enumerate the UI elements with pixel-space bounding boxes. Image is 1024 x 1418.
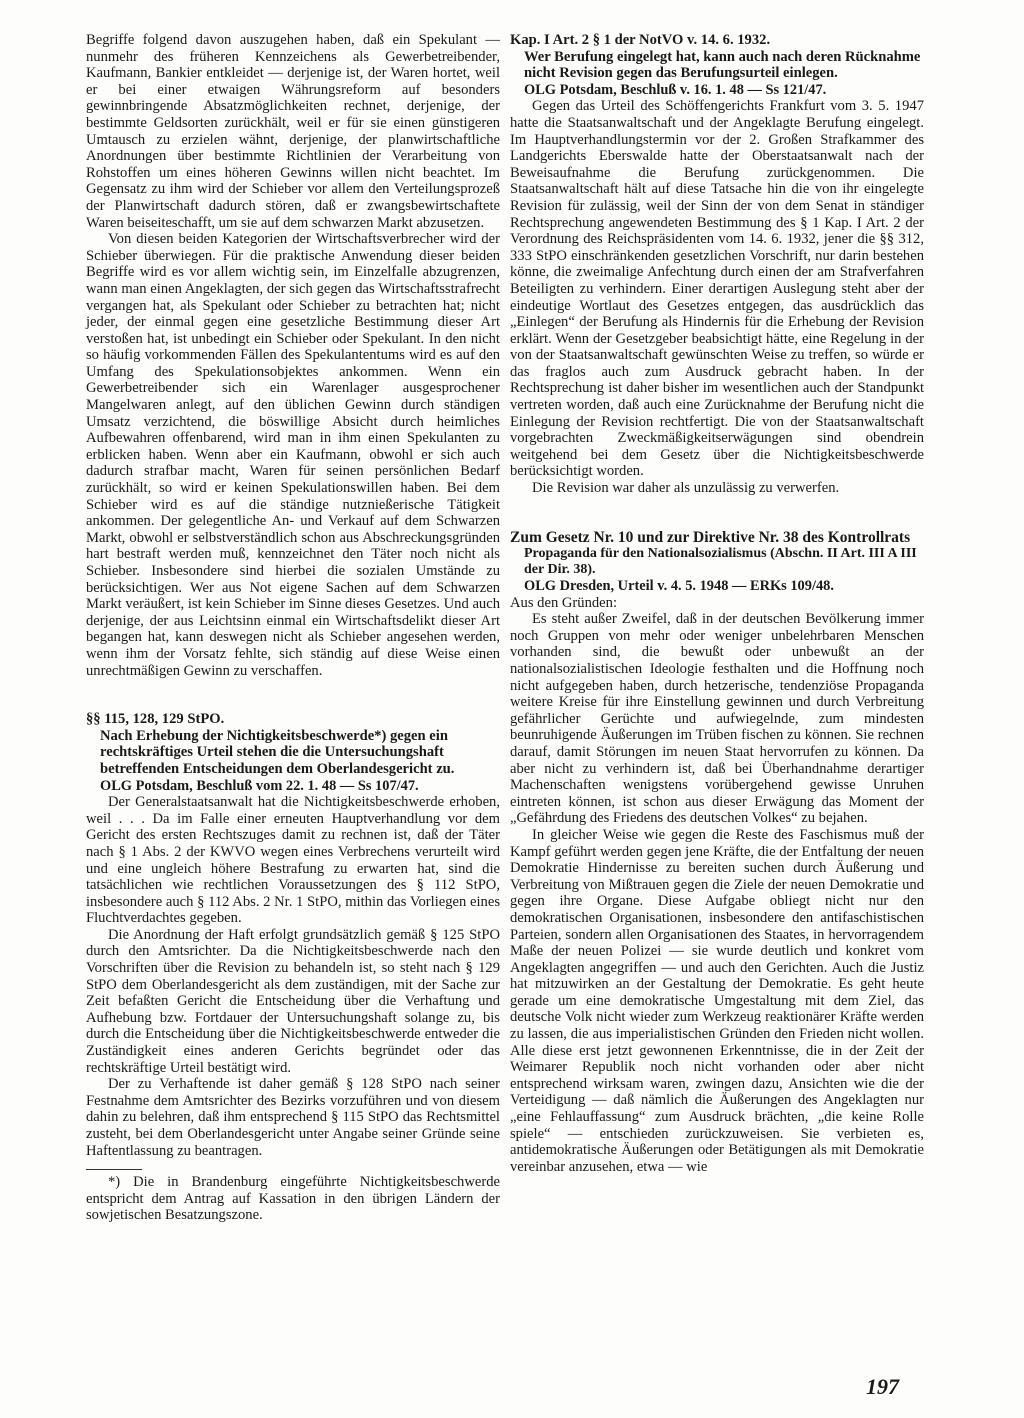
paragraph-verhaftende: Der zu Verhaftende ist daher gemäß § 128 StPO nach seiner Festnahme dem Amtsrichter des Bezirks vorzuführen und von diesem dahin zu belehren, daß ihm entsprechend § 115 StPO das Rechtsmittel zusteht, bei dem Oberlandesgericht unter Angabe seiner Gründe seine Haftentlassung zu beantragen. <box>86 1076 500 1159</box>
spacer <box>510 497 924 529</box>
case-headline-untersuchungshaft: Nach Erhebung der Nichtigkeitsbeschwerde*) gegen ein rechtskräftiges Urteil stehen die die Untersuchungshaft betreffenden Entscheidungen dem Oberlandesgericht zu. <box>100 727 455 777</box>
court-reference-dresden: OLG Dresden, Urteil v. 4. 5. 1948 — ERKs 109/48. <box>524 578 834 595</box>
case-ref-notvo: Kap. I Art. 2 § 1 der NotVO v. 14. 6. 1932. <box>510 32 771 48</box>
paragraph-schoeffengericht: Gegen das Urteil des Schöffengerichts Frankfurt vom 3. 5. 1947 hatte die Staatsanwaltschaft und der Angeklagte Berufung eingelegt. Im Hauptverhandlungstermin vor der 2. Großen Strafkammer des Landgerichts Eberswalde hatte der Oberstaatsanwalt nach der Beweisaufnahme die Berufung zurückgenommen. Die Staatsanwaltschaft hält auf diese Tatsache hin die von ihr eingelegte Revision für zulässig, weil der Sinn der von dem Senat in ständiger Rechtsprechung angewendeten Bestimmung des § 1 Kap. I Art. 2 der Verordnung des Reichspräsidenten vom 14. 6. 1932, jener die §§ 312, 333 StPO einschränkenden gesetzlichen Vorschrift, nur darin bestehen könne, die zweimalige Anfechtung durch einen der am Strafverfahren Beteiligten zu verhindern. Einer derartigen Auslegung steht aber der eindeutige Wortlaut des Gesetzes entgegen, das ausdrücklich das „Einlegen“ der Berufung als Hindernis für die Erhebung der Revision erklärt. Wenn der Gesetzgeber beabsichtigt hätte, eine Regelung in der von der Staatsanwaltschaft gewünschten Weise zu treffen, so würde er das fraglos auch zum Ausdruck gebracht haben. In der Rechtsprechung ist daher bisher im wesentlichen auch der Standpunkt vertreten worden, daß auch eine Zurücknahme der Berufung nicht die Einlegung der Revision rechtfertigt. Die von der Staatsanwaltschaft vorgebrachten Zweckmäßigkeitserwägungen sind obendrein weitgehend bei dem Gesetz über die Nichtigkeitsbeschwerde berücksichtigt worden. <box>510 98 924 480</box>
left-column <box>86 32 500 1224</box>
court-reference-potsdam-ss107: OLG Potsdam, Beschluß vom 22. 1. 48 — Ss 107/47. <box>100 777 419 794</box>
footnote-divider <box>86 1169 142 1170</box>
from-reasons-label: Aus den Gründen: <box>510 594 618 611</box>
paragraph-faschismus: In gleicher Weise wie gegen die Reste des Faschismus muß der Kampf geführt werden gegen jene Kräfte, die der Entfaltung der neuen Demokratie Hindernisse zu bereiten suchen durch Äußerung und Verbreitung von Mißtrauen gegen die Ziele der neuen Demokratie und gegen ihre Organe. Diese Aufgabe obliegt nicht nur den demokratischen Organisationen, insbesondere den antifaschistischen Parteien, sondern allen Organisationen des Staates, in hervorragendem Maße der neuen Polizei — sie wurde deutlich und konkret vom Angeklagten angegriffen — und auch den Gerichten. Auch die Justiz hat mitzuwirken an der Gestaltung der Demokratie. Es geht heute gerade um eine demokratische Umgestaltung mit dem Ziel, das deutsche Volk nicht wieder zum Werkzeug reaktionärer Kräfte werden zu lassen, die aus imperialistischen Gründen den Frieden nicht wollen. Alle diese erst jetzt gewonnenen Erkenntnisse, die in der Zeit der Weimarer Republik noch nicht vorhanden oder aber nicht entsprechend wirksam waren, zwingen dazu, Ansichten wie die der Verteidigung — daß nämlich die Äußerungen des Angeklagten nur „eine Fehlauffassung“ zum Ausdruck brächten, „die keine Rolle spiele“ — entschieden zurückzuweisen. Sie verbieten es, antidemokratische Äußerungen oder Betätigungen als mit Demokratie vereinbar anzusehen, etwa — wie <box>510 826 924 1175</box>
paragraph-generalstaatsanwalt: Der Generalstaatsanwalt hat die Nichtigkeitsbeschwerde erhoben, weil . . . Da im Falle einer erneuten Hauptverhandlung vor dem Gericht des ersten Rechtszuges damit zu rechnen ist, daß der Täter nach § 1 Abs. 2 der KWVO wegen eines Verbrechens verurteilt wird und eine ungleich höhere Bestrafung zu erwarten hat, sind die tatsächlichen wie rechtlichen Voraussetzungen des § 112 StPO, insbesondere auch § 112 Abs. 2 Nr. 1 StPO, mithin das Vorliegen eines Fluchtverdachtes gegeben. <box>86 794 500 927</box>
paragraph-anordnung-haft: Die Anordnung der Haft erfolgt grundsätzlich gemäß § 125 StPO durch den Amtsrichter. Da die Nichtigkeitsbeschwerde nach den Vorschriften über die Revision zu behandeln ist, so steht nach § 129 StPO dem Oberlandesgericht als dem zuständigen, mit der Sache zur Zeit befaßten Gericht die Entscheidung über die Verhaftung und Aufhebung bzw. Fortdauer der Untersuchungshaft solange zu, bis durch die Entscheidung über die Nichtigkeitsbeschwerde entweder die Zuständigkeit eines anderen Gerichts begründet oder das rechtskräftige Urteil bestätigt wird. <box>86 926 500 1076</box>
section-subtitle-propaganda: Propaganda für den Nationalsozialismus (Abschn. II Art. III A III der Dir. 38). <box>524 545 917 577</box>
page-number: 197 <box>866 1374 899 1399</box>
case-headline-berufung: Wer Berufung eingelegt hat, kann auch nach deren Rücknahme nicht Revision gegen das Berufungsurteil einlegen. <box>524 48 921 82</box>
right-column <box>510 32 924 1175</box>
spacer <box>86 679 500 711</box>
paragraph-schieber-categories: Von diesen beiden Kategorien der Wirtschaftsverbrecher wird der Schieber überwiegen. Für die praktische Anwendung dieser beiden Begriffe wird es vor allem wichtig sein, im Einzelfalle abzugrenzen, wann man einen Angeklagten, der sich gegen das Wirtschaftsstrafrecht vergangen hat, als Spekulant oder Schieber zu betrachten hat; nicht jeder, der einmal gegen eine gesetzliche Bestimmung dieser Art verstoßen hat, ist unbedingt ein Schieber oder Spekulant. In den nicht so häufig vorkommenden Fällen des Spekulantentums wird es auf den Umfang des Spekulationsobjektes ankommen. Wenn ein Gewerbetreibender sich ein Warenlager ausgesprochener Mangelwaren anlegt, auf den üblichen Gewinn durch ständigen Umsatz verzichtend, die böswillige Absicht durch heimliches Aufbewahren offenbarend, wird man in ihm einen Spekulanten zu erblicken haben. Wenn aber ein Kaufmann, obwohl er sich auch dadurch strafbar macht, Waren für seinen persönlichen Bedarf zurückhält, so wird er keinen Spekulationswillen haben. Bei dem Schieber wird es auf die ständige nutznießerische Tätigkeit ankommen. Der gelegentliche An- und Verkauf auf dem Schwarzen Markt, obwohl er selbstverständlich schon aus Abschreckungsgründen hart bestraft werden muß, kennzeichnet den Täter noch nicht als Schieber. Insbesondere sind hierbei die sozialen Umstände zu berücksichtigen. Wer aus Not eigene Sachen auf dem Schwarzen Markt veräußert, ist kein Schieber im Sinne dieses Gesetzes. Und auch derjenige, der aus Leichtsinn einmal ein Wirtschaftsdelikt dieser Art begangen hat, kann deswegen nicht als Schieber angesehen werden, wenn ihm der Vorsatz fehlte, sich ständig auf diese Weise einen unrechtmäßigen Gewinn zu verschaffen. <box>86 231 500 679</box>
footnote: *) Die in Brandenburg eingeführte Nichtigkeitsbeschwerde entspricht dem Antrag auf Kassation in den übrigen Ländern der sowjetischen Besatzungszone. <box>86 1174 500 1224</box>
section-title-kontrollrat: Zum Gesetz Nr. 10 und zur Direktive Nr. 38 des Kontrollrats <box>510 528 911 546</box>
court-reference-potsdam-ss121: OLG Potsdam, Beschluß v. 16. 1. 48 — Ss 121/47. <box>524 81 827 98</box>
paragraph-speculator-definition: Begriffe folgend davon auszugehen haben, daß ein Spekulant — nunmehr des früheren Kennzeichens als Gewerbetreibender, Kaufmann, Bankier entkleidet — derjenige ist, der Waren hortet, weil er bei einer etwaigen Währungsreform auf besonders gewinnbringende Absatzmöglichkeiten rechnet, derjenige, der bestimmte Geldsorten zurückhält, weil er für sie einen günstigeren Umtausch zu erzielen wähnt, derjenige, der planwirtschaftliche Anordnungen über bestimmte Richtlinien der Verarbeitung von Rohstoffen um eines höheren Gewinns willen nicht beachtet. Im Gegensatz zu ihm wird der Schieber vor allem den Verteilungsprozeß der Planwirtschaft dadurch stören, daß er zwangsbewirtschaftete Waren beiseiteschafft, um sie auf dem schwarzen Markt abzusetzen. <box>86 32 500 231</box>
paragraph-bevoelkerung: Es steht außer Zweifel, daß in der deutschen Bevölkerung immer noch Gruppen von mehr oder weniger unbelehrbaren Menschen vorhanden sind, die bewußt oder unbewußt an der nationalsozialistischen Ideologie festhalten und die Hoffnung noch nicht aufgegeben haben, durch hetzerische, tendenziöse Propaganda weitere Kreise für ihre Einstellung gewinnen und durch Verbreitung gefährlicher Gerüchte und aufwiegelnde, zum mindesten beunruhigende Äußerungen im Trüben fischen zu können. Sie rechnen darauf, damit Störungen im neuen Staat hervorrufen zu können. Da aber nicht zu verhindern ist, daß bei Überhandnahme derartiger Machenschaften wenigstens vorübergehend gewisse Unruhen eintreten können, ist schon aus dieser Erwägung das Moment der „Gefährdung des Friedens des deutschen Volkes“ zu bejahen. <box>510 611 924 827</box>
paragraph-revision-unzulaessig: Die Revision war daher als unzulässig zu verwerfen. <box>532 480 840 497</box>
case-ref-stpo: §§ 115, 128, 129 StPO. <box>86 711 225 728</box>
